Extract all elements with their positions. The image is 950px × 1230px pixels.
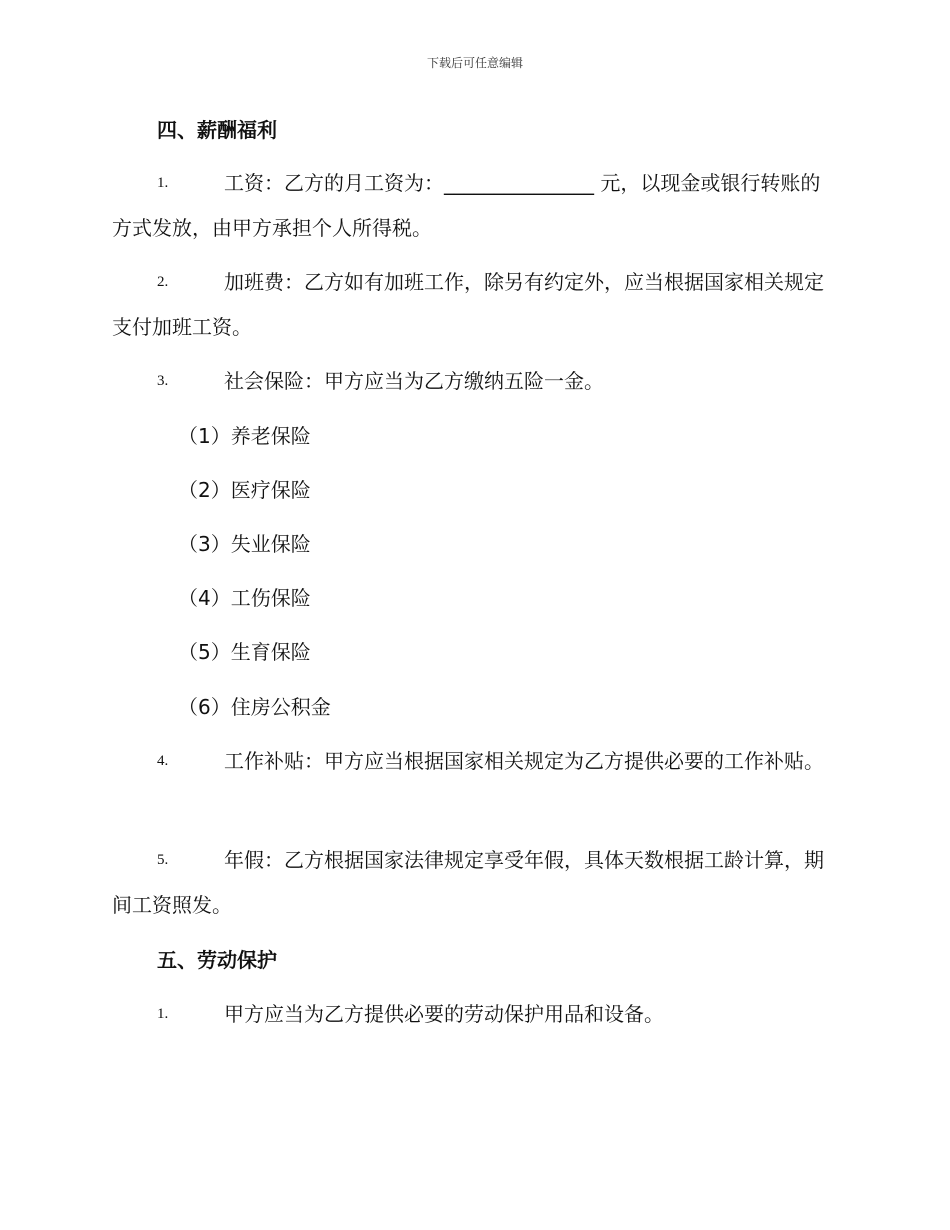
insurance-item: （5）生育保险: [178, 640, 311, 664]
item-text: 工作补贴：甲方应当根据国家相关规定为乙方提供必要的工作补贴。: [224, 749, 824, 773]
section-4-title: 四、薪酬福利: [157, 118, 277, 142]
item-number: 2.: [157, 274, 169, 290]
item-text: 甲方应当为乙方提供必要的劳动保护用品和设备。: [224, 1002, 664, 1026]
salary-item-5: [112, 838, 834, 928]
item-number: 1.: [157, 175, 169, 191]
section-5-title: 五、劳动保护: [157, 948, 277, 972]
page-header-note: 下载后可任意编辑: [426, 56, 523, 70]
salary-item-4: [112, 739, 834, 784]
salary-item-3: [112, 359, 834, 404]
item-text: 加班费：乙方如有加班工作，除另有约定外，应当根据国家相关规定支付加班工资。: [112, 270, 824, 339]
insurance-item: （6）住房公积金: [178, 695, 331, 719]
item-number: 3.: [157, 373, 169, 389]
item-text: 年假：乙方根据国家法律规定享受年假，具体天数根据工龄计算，期间工资照发。: [112, 848, 824, 917]
protection-item-1: [112, 992, 834, 1037]
insurance-item: （4）工伤保险: [178, 586, 311, 610]
insurance-item: （2）医疗保险: [178, 478, 311, 502]
salary-item-2: [112, 260, 834, 350]
item-number: 4.: [157, 753, 169, 769]
salary-item-1: [112, 161, 834, 251]
insurance-item: （1）养老保险: [178, 424, 311, 448]
item-text: 社会保险：甲方应当为乙方缴纳五险一金。: [224, 369, 604, 393]
item-text: 工资：乙方的月工资为：_______________ 元，以现金或银行转账的方式发放，由甲方承担个人所得税。: [112, 171, 821, 240]
item-number: 5.: [157, 852, 169, 868]
insurance-item: （3）失业保险: [178, 532, 311, 556]
item-number: 1.: [157, 1006, 169, 1022]
